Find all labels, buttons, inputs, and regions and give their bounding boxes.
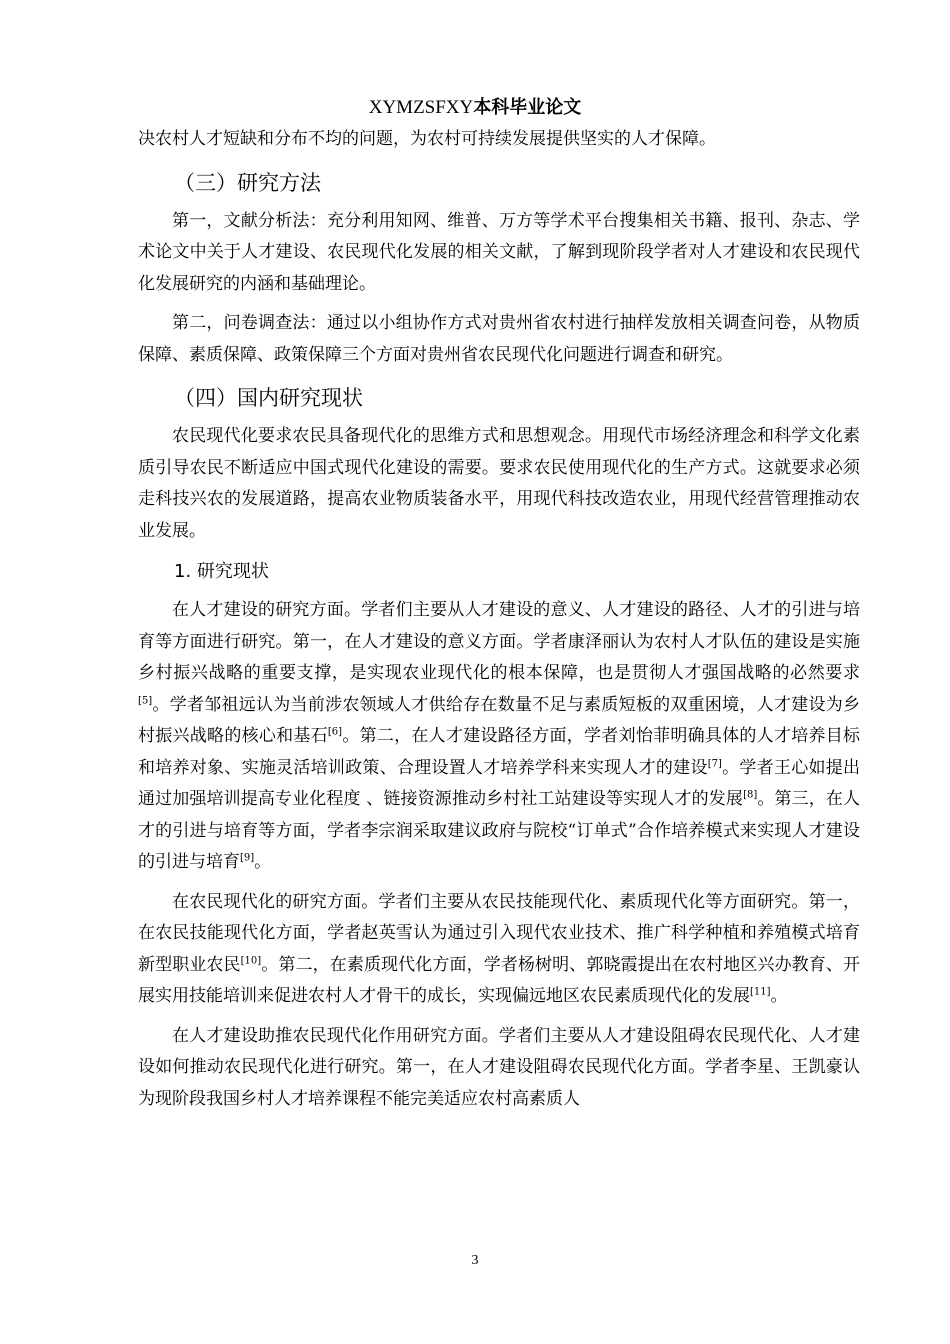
paragraph-farmer-modernization-research bbox=[138, 887, 860, 1013]
page-number: 3 bbox=[471, 1253, 479, 1268]
paragraph-questionnaire-survey: 第二，问卷调查法：通过以小组协作方式对贵州省农村进行抽样发放相关调查问卷，从物质保障、素质保障、政策保障三个方面对贵州省农民现代化问题进行调查和研究。 bbox=[138, 313, 860, 365]
text-segment: 在农民现代化的研究方面。学者们主要从农民技能现代化、素质现代化等方面研究。第一，在农民技能现代化方面，学者赵英雪认为通过引入现代农业技术、推广科学种植和养殖模式培育新型职业农民 bbox=[138, 891, 860, 975]
continued-paragraph: 决农村人才短缺和分布不均的问题，为农村可持续发展提供坚实的人才保障。 bbox=[138, 129, 716, 149]
text-segment: 在人才建设的研究方面。学者们主要从人才建设的意义、人才建设的路径、人才的引进与培育等方面进行研究。第一，在人才建设的意义方面。学者康泽丽认为农村人才队伍的建设是实施乡村振兴战略的重要支撑，是实现农业现代化的根本保障，也是贯彻人才强国战略的必然要求 bbox=[138, 600, 860, 683]
citation-ref: [7] bbox=[707, 757, 722, 769]
citation-ref: [5] bbox=[138, 694, 153, 706]
citation-ref: [9] bbox=[240, 852, 255, 864]
paragraph-literature-analysis: 第一，文献分析法：充分利用知网、维普、万方等学术平台搜集相关书籍、报刊、杂志、学术论文中关于人才建设、农民现代化发展的相关文献，了解到现阶段学者对人才建设和农民现代化发展研究的内涵和基础理论。 bbox=[138, 210, 860, 294]
text-segment: 。学者王心如提出通过加强培训提高专业化程度 、链接资源推动乡村社工站建设等实现人才的发展 bbox=[138, 757, 861, 809]
text-segment: 。学者邹祖远认为当前涉农领域人才供给存在数量不足与素质短板的双重困境，人才建设为乡村振兴战略的核心和基石 bbox=[138, 694, 860, 746]
running-header bbox=[0, 96, 950, 120]
text-segment: 。第二，在素质现代化方面，学者杨树明、郭晓霞提出在农村地区兴办教育、开展实用技能培训来促进农村人才骨干的成长，实现偏远地区农民素质现代化的发展 bbox=[138, 954, 861, 1006]
header-thesis-title: 本科毕业论文 bbox=[473, 97, 582, 118]
section-heading-research-methods: （三）研究方法 bbox=[174, 170, 321, 195]
citation-ref: [10] bbox=[240, 954, 262, 966]
citation-ref: [11] bbox=[750, 986, 771, 998]
text-segment: 。 bbox=[254, 852, 272, 872]
header-abbreviation: XYMZSFXY bbox=[368, 97, 474, 118]
text-segment: 。第三，在人才的引进与培育等方面，学者李宗润采取建议政府与院校“订单式”合作培养模式来实现人才建设的引进与培育 bbox=[138, 789, 861, 872]
paragraph-farmer-modernization: 农民现代化要求农民具备现代化的思维方式和思想观念。用现代市场经济理念和科学文化素质引导农民不断适应中国式现代化建设的需要。要求农民使用现代化的生产方式。这就要求必须走科技兴农的发展道路，提高农业物质装备水平，用现代科技改造农业，用现代经营管理推动农业发展。 bbox=[138, 426, 860, 541]
subheading-research-status: 1. 研究现状 bbox=[174, 561, 269, 582]
section-heading-domestic-research: （四）国内研究现状 bbox=[174, 386, 363, 410]
paragraph-talent-promotes-modernization: 在人才建设助推农民现代化作用研究方面。学者们主要从人才建设阻碍农民现代化、人才建设如何推动农民现代化进行研究。第一，在人才建设阻碍农民现代化方面。学者李星、王凯豪认为现阶段我国乡村人才培养课程不能完美适应农村高素质人 bbox=[138, 1025, 860, 1109]
text-segment: 。 bbox=[770, 986, 788, 1006]
paragraph-talent-construction bbox=[138, 595, 860, 879]
citation-ref: [8] bbox=[743, 789, 758, 801]
text-segment: 。第二，在人才建设路径方面，学者刘怡菲明确具体的人才培养目标和培养对象、实施灵活培训政策、合理设置人才培养学科来实现人才的建设 bbox=[138, 726, 860, 778]
page-body bbox=[138, 124, 860, 1123]
citation-ref: [6] bbox=[327, 726, 343, 738]
